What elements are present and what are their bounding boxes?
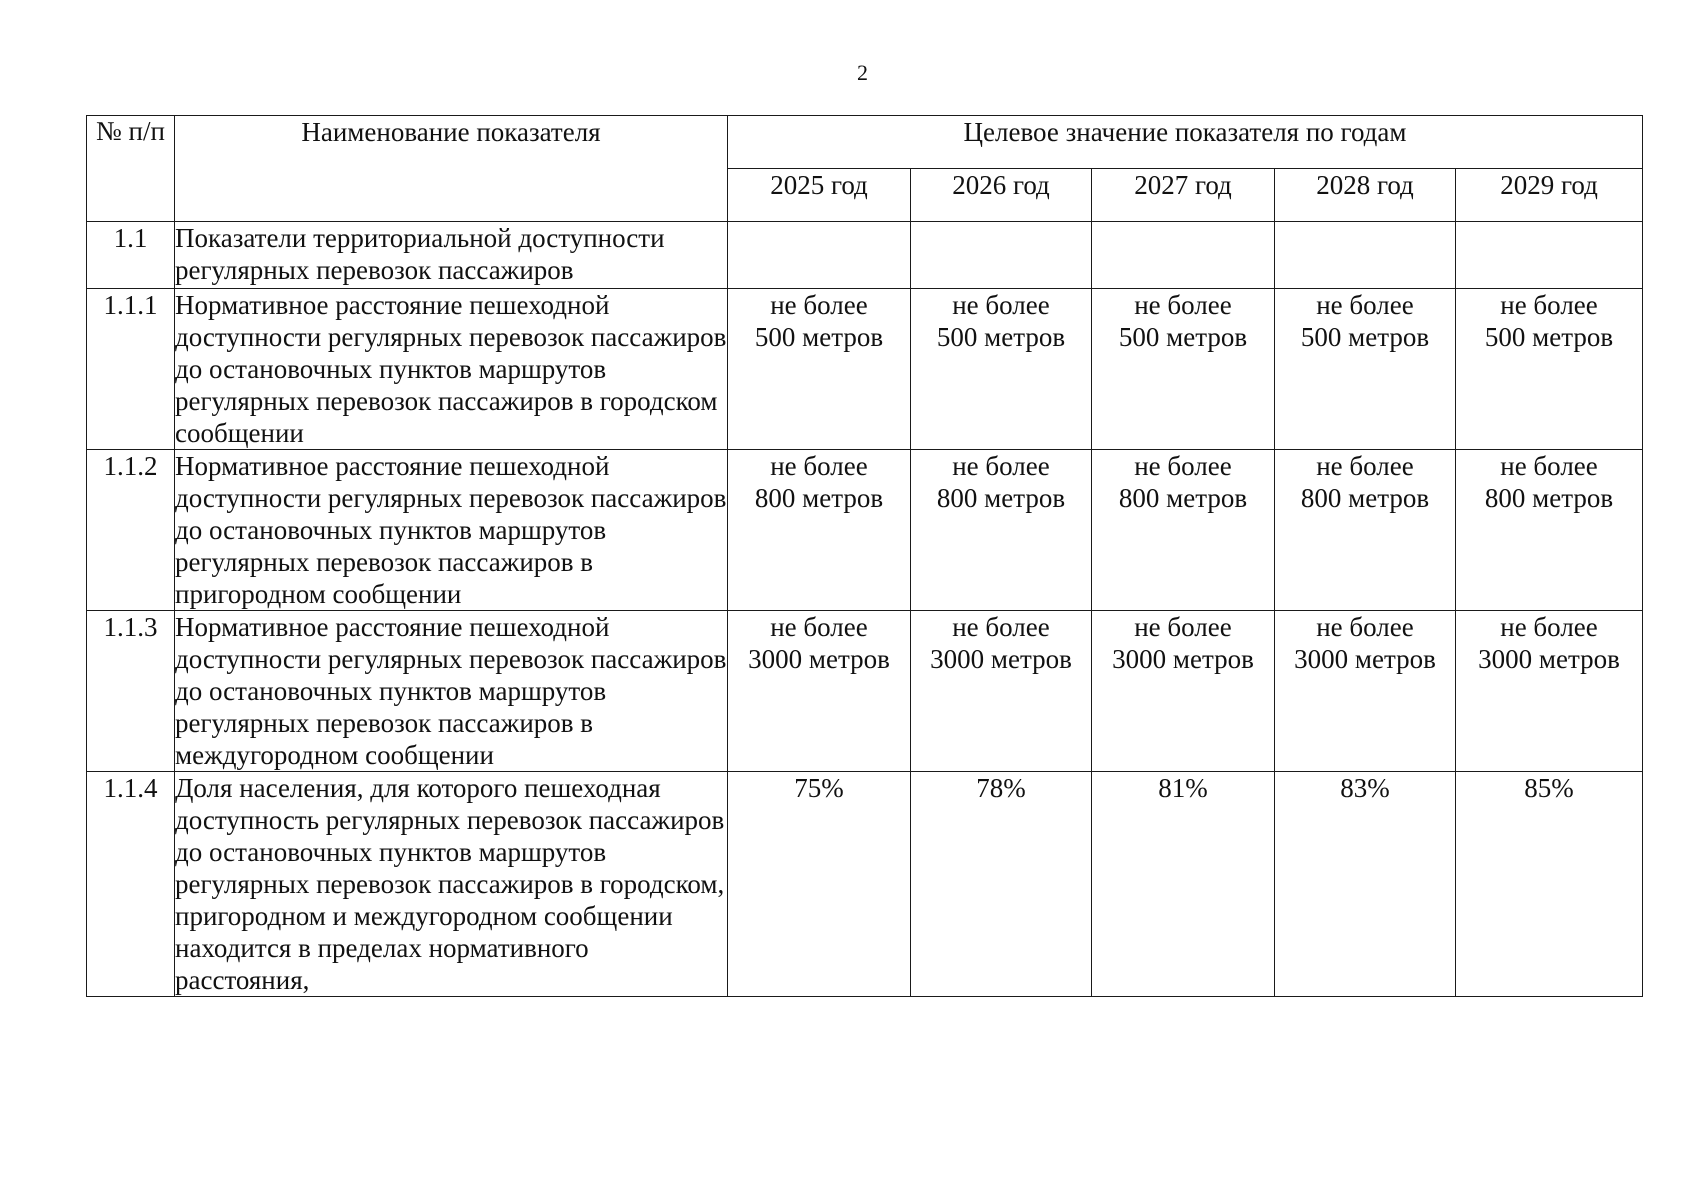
target-value-line1: не более <box>1316 290 1414 320</box>
target-value <box>1275 772 1456 997</box>
target-value <box>1456 450 1643 611</box>
target-value-line1: не более <box>1500 451 1598 481</box>
target-value-line2: 500 метров <box>1484 322 1614 352</box>
header-year: 2029 год <box>1456 169 1643 222</box>
target-value <box>911 289 1092 450</box>
target-value <box>1456 611 1643 772</box>
target-value <box>1092 289 1275 450</box>
target-value <box>728 450 911 611</box>
target-value-line1: не более <box>1316 612 1414 642</box>
target-value <box>728 222 911 289</box>
target-value <box>1275 289 1456 450</box>
target-value-line2: 500 метров <box>1300 322 1430 352</box>
header-year: 2027 год <box>1092 169 1275 222</box>
page-number: 2 <box>857 60 868 85</box>
target-value-line1: не более <box>1316 451 1414 481</box>
target-value <box>911 611 1092 772</box>
target-value-line1: не более <box>952 290 1050 320</box>
row-number: 1.1.2 <box>87 450 175 611</box>
target-value-line2: 3000 метров <box>930 644 1072 674</box>
target-value-line1: не более <box>952 612 1050 642</box>
target-value <box>1456 222 1643 289</box>
target-value <box>911 222 1092 289</box>
header-year: 2025 год <box>728 169 911 222</box>
target-value <box>911 450 1092 611</box>
indicator-name: Нормативное расстояние пешеходной доступности регулярных перевозок пассажиров до остановочных пунктов маршрутов регулярных перевозок пассажиров в городском сообщении <box>175 290 727 448</box>
target-value-line1: не более <box>952 451 1050 481</box>
target-value-line1: не более <box>1134 612 1232 642</box>
target-value-line2: 500 метров <box>936 322 1066 352</box>
target-value-line2: 3000 метров <box>1112 644 1254 674</box>
header-year: 2026 год <box>911 169 1092 222</box>
target-value <box>728 289 911 450</box>
target-value-line2: 800 метров <box>754 483 884 513</box>
target-value-line1: 81% <box>1158 773 1208 803</box>
target-value-line2: 800 метров <box>1300 483 1430 513</box>
target-value <box>1092 772 1275 997</box>
target-value-line1: 75% <box>794 773 844 803</box>
header-name: Наименование показателя <box>175 116 728 222</box>
target-value-line2: 500 метров <box>754 322 884 352</box>
header-year: 2028 год <box>1275 169 1456 222</box>
row-number: 1.1.1 <box>87 289 175 450</box>
indicators-table <box>86 115 1643 997</box>
target-value <box>1275 611 1456 772</box>
target-value-line1: не более <box>1134 290 1232 320</box>
table-row <box>87 450 1643 611</box>
target-value <box>1092 222 1275 289</box>
target-value-line1: не более <box>1500 290 1598 320</box>
target-value-line1: 83% <box>1340 773 1390 803</box>
target-value-line2: 800 метров <box>1484 483 1614 513</box>
target-value-line2: 800 метров <box>936 483 1066 513</box>
target-value-line1: не более <box>770 451 868 481</box>
indicator-name: Доля населения, для которого пешеходная доступность регулярных перевозок пассажиров до остановочных пунктов маршрутов регулярных перевозок пассажиров в городском, пригородном и междугородном сообщении находится в пределах нормативного расстояния, <box>175 772 728 997</box>
target-value-line2: 3000 метров <box>1478 644 1620 674</box>
header-num: № п/п <box>87 116 175 222</box>
target-value-line2: 800 метров <box>1118 483 1248 513</box>
target-value <box>1456 772 1643 997</box>
target-value-line2: 3000 метров <box>748 644 890 674</box>
target-value-line2: 3000 метров <box>1294 644 1436 674</box>
table-row <box>87 772 1643 997</box>
header-target-values: Целевое значение показателя по годам <box>728 116 1643 169</box>
table-row <box>87 222 1643 289</box>
table-row <box>87 611 1643 772</box>
row-number: 1.1.3 <box>87 611 175 772</box>
target-value-line2: 500 метров <box>1118 322 1248 352</box>
target-value-line1: 85% <box>1524 773 1574 803</box>
target-value <box>728 611 911 772</box>
target-value-line1: не более <box>1500 612 1598 642</box>
target-value <box>728 772 911 997</box>
indicator-name: Нормативное расстояние пешеходной доступности регулярных перевозок пассажиров до остановочных пунктов маршрутов регулярных перевозок пассажиров в пригородном сообщении <box>175 451 727 609</box>
target-value-line1: не более <box>770 290 868 320</box>
row-number: 1.1 <box>87 222 175 289</box>
row-number: 1.1.4 <box>87 772 175 997</box>
target-value-line1: не более <box>770 612 868 642</box>
target-value-line1: не более <box>1134 451 1232 481</box>
target-value-line1: 78% <box>976 773 1026 803</box>
table-row <box>87 289 1643 450</box>
header-row-1 <box>87 116 1643 169</box>
target-value <box>1092 611 1275 772</box>
target-value <box>1456 289 1643 450</box>
target-value <box>1275 222 1456 289</box>
indicator-name: Показатели территориальной доступности регулярных перевозок пассажиров <box>175 222 728 289</box>
indicator-name: Нормативное расстояние пешеходной доступности регулярных перевозок пассажиров до остановочных пунктов маршрутов регулярных перевозок пассажиров в междугородном сообщении <box>175 612 727 770</box>
target-value <box>1092 450 1275 611</box>
target-value <box>911 772 1092 997</box>
target-value <box>1275 450 1456 611</box>
